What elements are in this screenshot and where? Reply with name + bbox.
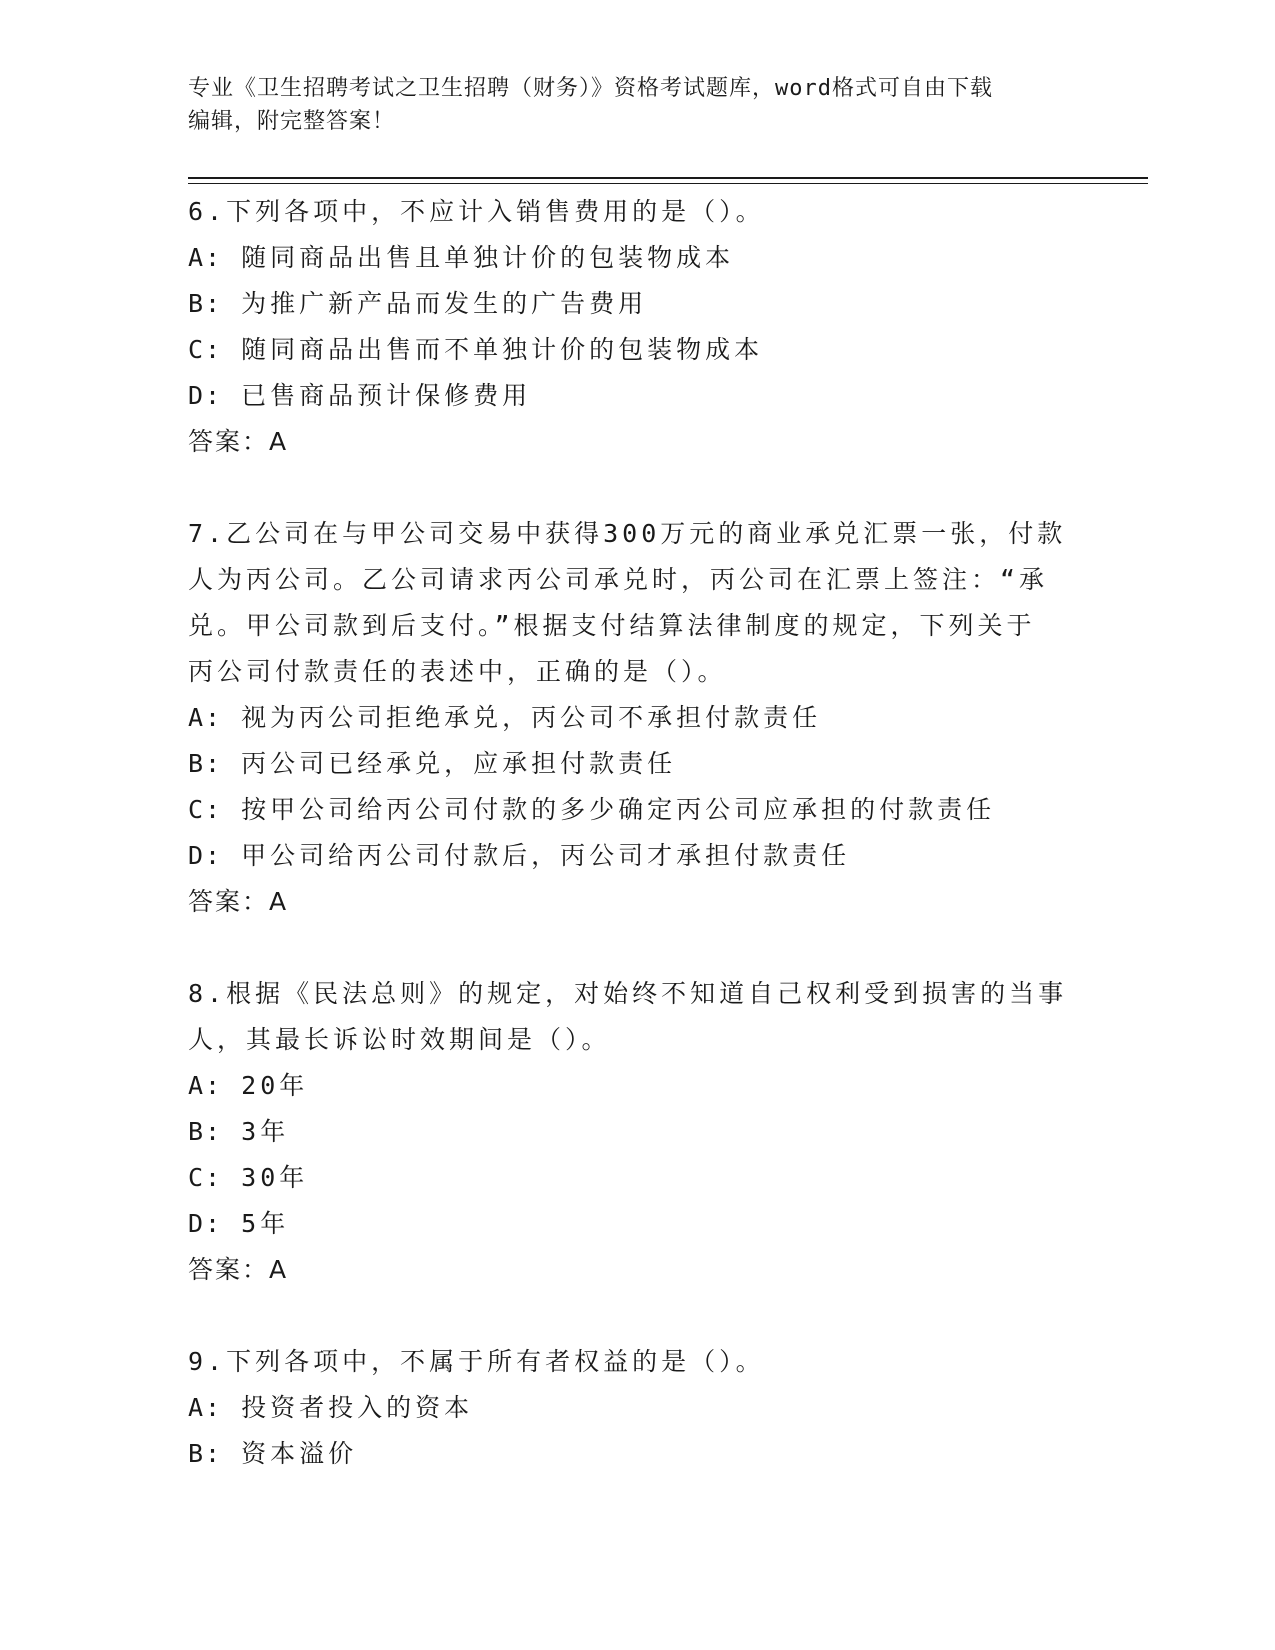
answer-option: [188, 741, 1148, 787]
question-block: [188, 511, 1148, 971]
option-text: 丙公司已经承兑，应承担付款责任: [241, 749, 677, 778]
answer-option: [188, 695, 1148, 741]
answer-option: [188, 1385, 1148, 1431]
header-line-1: 专业《卫生招聘考试之卫生招聘（财务）》资格考试题库，word格式可自由下载: [188, 76, 993, 101]
option-letter: A:: [188, 1393, 223, 1422]
option-text: 甲公司给丙公司付款后，丙公司才承担付款责任: [241, 841, 851, 870]
question-stem-line: 兑。甲公司款到后支付。”根据支付结算法律制度的规定，下列关于: [188, 611, 1036, 640]
answer-option: [188, 1201, 1148, 1247]
answer-option: [188, 281, 1148, 327]
option-text: 为推广新产品而发生的广告费用: [241, 289, 648, 318]
question-stem-line: 7.乙公司在与甲公司交易中获得300万元的商业承兑汇票一张，付款: [188, 519, 1067, 548]
answer-option: [188, 235, 1148, 281]
option-text: 5年: [241, 1209, 290, 1238]
answer-key: 答案：A: [188, 887, 289, 916]
option-letter: A:: [188, 243, 223, 272]
option-letter: D:: [188, 381, 223, 410]
question-block: [188, 971, 1148, 1339]
option-text: 30年: [241, 1163, 309, 1192]
option-text: 20年: [241, 1071, 309, 1100]
header-divider-thick: [188, 177, 1148, 179]
answer-key: 答案：A: [188, 427, 289, 456]
question-stem-line: 丙公司付款责任的表述中，正确的是（）。: [188, 657, 727, 686]
question-block: [188, 1339, 1148, 1477]
question-stem-line: 8.根据《民法总则》的规定，对始终不知道自己权利受到损害的当事: [188, 979, 1068, 1008]
option-letter: B:: [188, 749, 223, 778]
question-stem-line: 人为丙公司。乙公司请求丙公司承兑时，丙公司在汇票上签注：“承: [188, 565, 1049, 594]
option-text: 按甲公司给丙公司付款的多少确定丙公司应承担的付款责任: [241, 795, 996, 824]
question-block: [188, 189, 1148, 511]
option-letter: B:: [188, 289, 223, 318]
answer-option: [188, 373, 1148, 419]
answer-key: 答案：A: [188, 1255, 289, 1284]
option-text: 资本溢价: [241, 1439, 358, 1468]
question-spacer: [188, 925, 1148, 971]
answer-option: [188, 833, 1148, 879]
answer-option: [188, 1155, 1148, 1201]
option-text: 随同商品出售而不单独计价的包装物成本: [241, 335, 764, 364]
question-spacer: [188, 465, 1148, 511]
option-text: 已售商品预计保修费用: [241, 381, 532, 410]
option-letter: C:: [188, 795, 223, 824]
question-stem-line: 9.下列各项中，不属于所有者权益的是（）。: [188, 1347, 765, 1376]
option-letter: C:: [188, 335, 223, 364]
option-letter: A:: [188, 703, 223, 732]
answer-option: [188, 1109, 1148, 1155]
header-line-2: 编辑，附完整答案！: [188, 109, 396, 134]
question-stem-line: 6.下列各项中，不应计入销售费用的是（）。: [188, 197, 765, 226]
answer-option: [188, 1431, 1148, 1477]
header-divider-thin: [188, 183, 1148, 184]
option-text: 3年: [241, 1117, 290, 1146]
question-list: [188, 189, 1148, 1477]
answer-option: [188, 1063, 1148, 1109]
document-header: [188, 72, 1068, 138]
option-letter: D:: [188, 841, 223, 870]
option-text: 投资者投入的资本: [241, 1393, 474, 1422]
option-letter: A:: [188, 1071, 223, 1100]
option-text: 视为丙公司拒绝承兑，丙公司不承担付款责任: [241, 703, 822, 732]
question-stem-line: 人，其最长诉讼时效期间是（）。: [188, 1025, 611, 1054]
answer-option: [188, 787, 1148, 833]
question-spacer: [188, 1293, 1148, 1339]
option-letter: B:: [188, 1117, 223, 1146]
option-letter: B:: [188, 1439, 223, 1468]
answer-option: [188, 327, 1148, 373]
option-letter: C:: [188, 1163, 223, 1192]
option-text: 随同商品出售且单独计价的包装物成本: [241, 243, 735, 272]
option-letter: D:: [188, 1209, 223, 1238]
